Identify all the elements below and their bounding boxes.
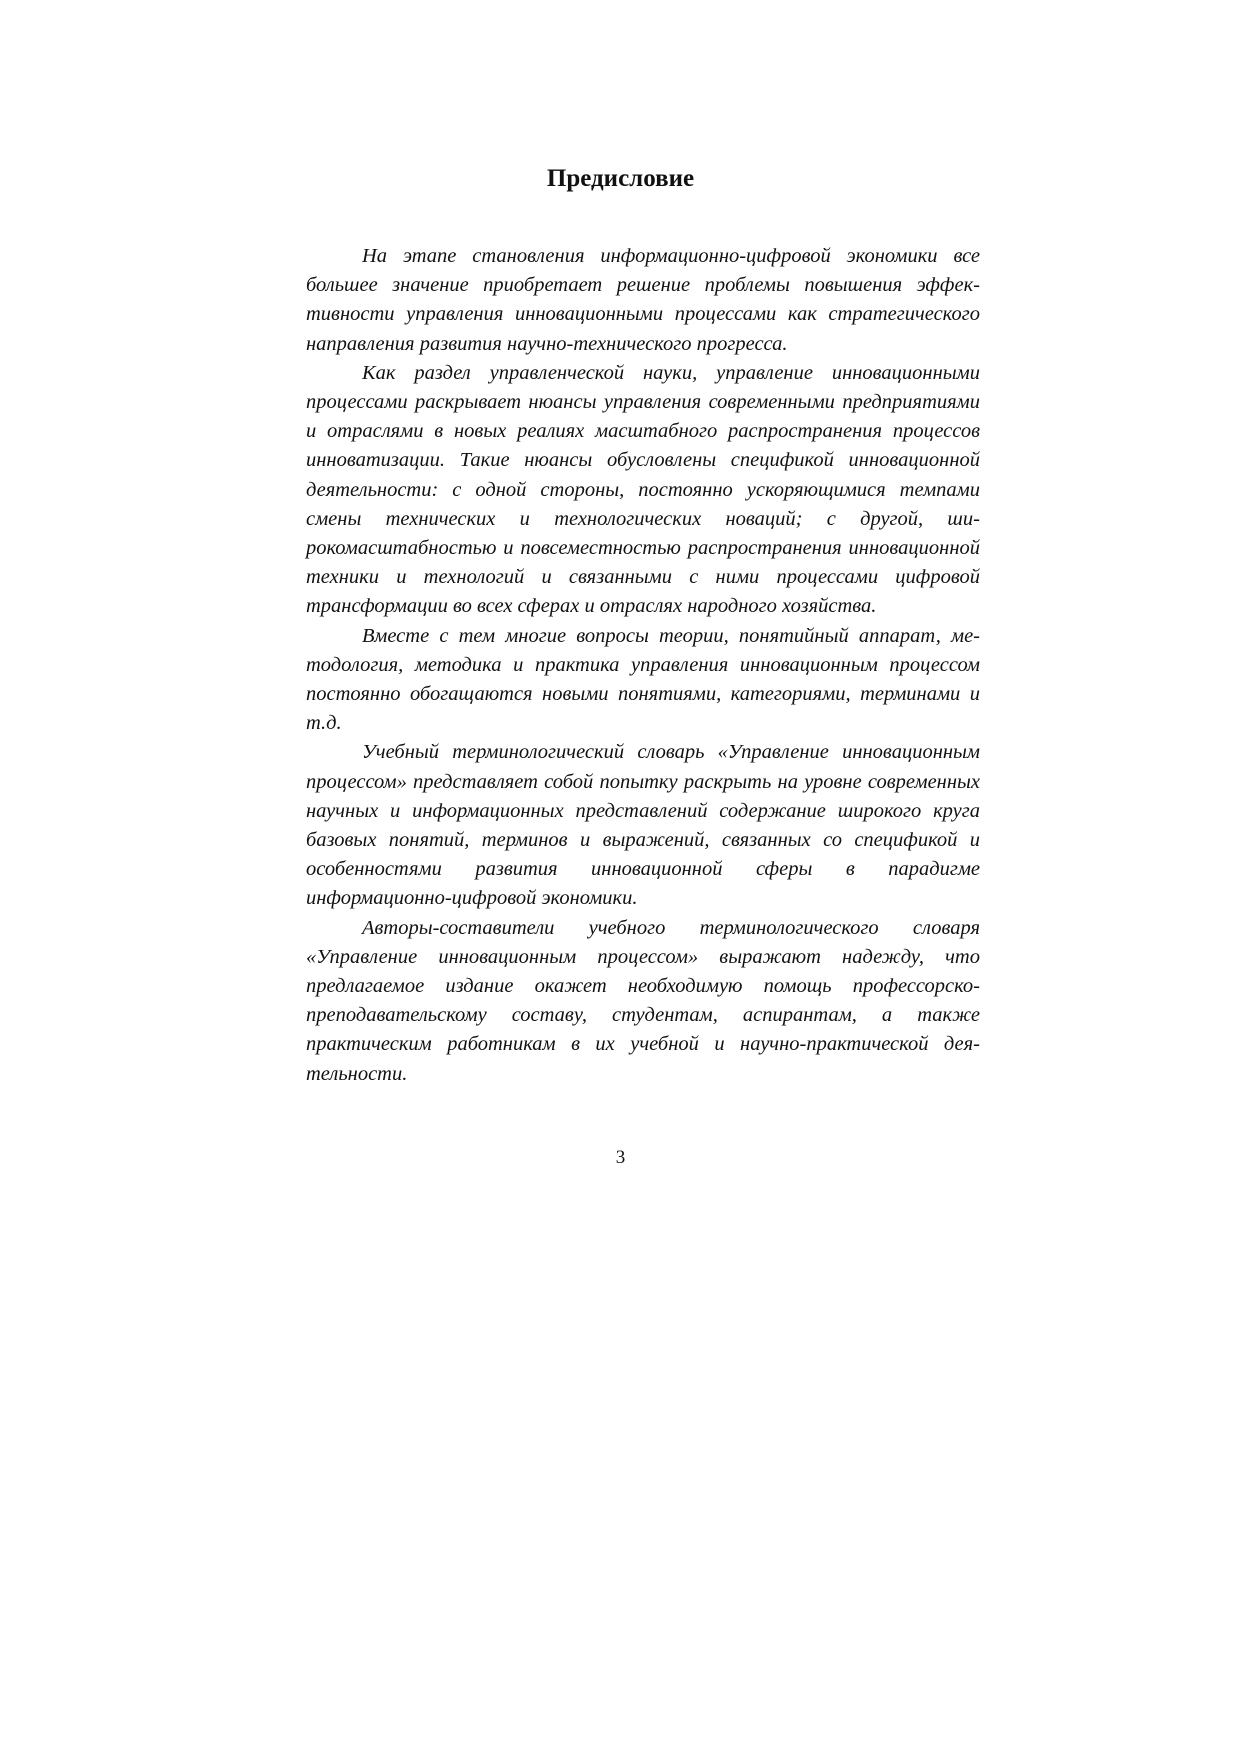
page-title: Предисловие bbox=[546, 165, 695, 192]
preface-body bbox=[306, 242, 980, 1089]
paragraph-1: На этапе становления информационно-цифровой экономики все большее значение приобретает решение проблемы повышения эффективности управления инновационными процессами как стратегического направления развития научно-технического прогресса. bbox=[306, 245, 980, 355]
paragraph-5: Авторы-составители учебного терминологического словаря «Управление инновационным процессом» выражают надежду, что предлагаемое издание окажет необходимую помощь профессорско-преподавательскому составу, студентам, аспирантам, а также практическим работникам в их учебной и научно-практической деятельности. bbox=[306, 916, 980, 1085]
paragraph-4: Учебный терминологический словарь «Управление инновационным процессом» представляет собой попытку раскрыть на уровне современных научных и информационных представлений содержание широкого круга базовых понятий, терминов и выражений, связанных со спецификой и особенностями развития инновационной сферы в парадигме информационно-цифровой экономики. bbox=[306, 741, 980, 910]
page-number: 3 bbox=[615, 1147, 626, 1168]
paragraph-3: Вместе с тем многие вопросы теории, понятийный аппарат, методология, методика и практика управления инновационным процессом постоянно обогащаются новыми понятиями, категориями, терминами и т.д. bbox=[306, 624, 980, 735]
paragraph-2: Как раздел управленческой науки, управление инновационными процессами раскрывает нюансы управления современными предприятиями и отраслями в новых реалиях масштабного распространения процессов инноватизации. Такие нюансы обусловлены спецификой инновационной деятельности: с одной стороны, постоянно ускоряющимися темпами смены технических и технологических новаций; с другой, широкомасштабностью и повсеместностью распространения инновационной техники и технологий и связанными с ними процессами цифровой трансформации во всех сферах и отраслях народного хозяйства. bbox=[306, 361, 980, 618]
